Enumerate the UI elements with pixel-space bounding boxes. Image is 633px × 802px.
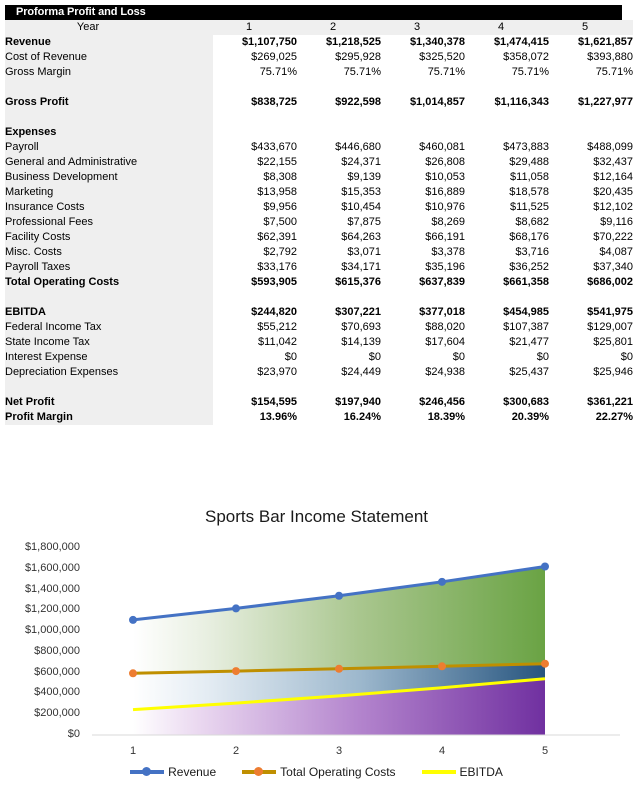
cell-state-income-tax-y2: $14,139	[297, 335, 381, 350]
chart-legend	[0, 765, 633, 779]
cell-state-income-tax-y1: $11,042	[213, 335, 297, 350]
cell-blank-y1	[213, 290, 297, 305]
cell-marketing-y2: $15,353	[297, 185, 381, 200]
cell-payroll-y5: $488,099	[549, 140, 633, 155]
row-label-business-development: Business Development	[5, 170, 213, 185]
marker-total-operating-costs	[335, 665, 343, 673]
cell-interest-expense-y5: $0	[549, 350, 633, 365]
legend-label: Revenue	[168, 765, 217, 779]
cell-federal-income-tax-y1: $55,212	[213, 320, 297, 335]
cell-gross-profit-y2: $922,598	[297, 95, 381, 110]
chart-plot-area	[0, 497, 633, 802]
row-label-marketing: Marketing	[5, 185, 213, 200]
table-header-row	[5, 20, 633, 35]
cell-revenue-y4: $1,474,415	[465, 35, 549, 50]
cell-blank-y1	[213, 110, 297, 125]
column-header-2: 2	[297, 20, 381, 35]
row-label-payroll-taxes: Payroll Taxes	[5, 260, 213, 275]
cell-ebitda-y2: $307,221	[297, 305, 381, 320]
row-label-blank	[5, 290, 213, 305]
legend-item-revenue[interactable]	[130, 765, 216, 779]
x-tick-label: 3	[335, 745, 343, 757]
y-tick-label: $200,000	[34, 707, 80, 720]
cell-professional-fees-y4: $8,682	[465, 215, 549, 230]
cell-profit-margin-y2: 16.24%	[297, 410, 381, 425]
row-label-payroll: Payroll	[5, 140, 213, 155]
marker-total-operating-costs	[541, 660, 549, 668]
cell-blank-y1	[213, 80, 297, 95]
marker-total-operating-costs	[232, 667, 240, 675]
cell-depreciation-expenses-y1: $23,970	[213, 365, 297, 380]
cell-blank-y2	[297, 110, 381, 125]
table-row	[5, 170, 633, 185]
sheet-title: Proforma Profit and Loss	[5, 5, 622, 20]
y-tick-label: $1,600,000	[24, 561, 80, 574]
cell-business-development-y3: $10,053	[381, 170, 465, 185]
y-tick-label: $0	[67, 728, 80, 740]
cell-total-operating-costs-y4: $661,358	[465, 275, 549, 290]
cell-business-development-y1: $8,308	[213, 170, 297, 185]
cell-net-profit-y3: $246,456	[381, 395, 465, 410]
cell-blank-y2	[297, 380, 381, 395]
cell-blank-y2	[297, 80, 381, 95]
row-label-interest-expense: Interest Expense	[5, 350, 213, 365]
cell-blank-y3	[381, 110, 465, 125]
cell-total-operating-costs-y1: $593,905	[213, 275, 297, 290]
cell-depreciation-expenses-y4: $25,437	[465, 365, 549, 380]
cell-marketing-y5: $20,435	[549, 185, 633, 200]
cell-gross-margin-y5: 75.71%	[549, 65, 633, 80]
cell-marketing-y4: $18,578	[465, 185, 549, 200]
cell-general-and-administrative-y2: $24,371	[297, 155, 381, 170]
cell-net-profit-y2: $197,940	[297, 395, 381, 410]
y-tick-label: $600,000	[34, 665, 80, 678]
table-row	[5, 395, 633, 410]
row-label-gross-margin: Gross Margin	[5, 65, 213, 80]
table-row	[5, 125, 633, 140]
table-row	[5, 65, 633, 80]
legend-label: EBITDA	[459, 765, 503, 779]
cell-facility-costs-y2: $64,263	[297, 230, 381, 245]
cell-insurance-costs-y4: $11,525	[465, 200, 549, 215]
cell-gross-margin-y4: 75.71%	[465, 65, 549, 80]
cell-marketing-y1: $13,958	[213, 185, 297, 200]
cell-federal-income-tax-y4: $107,387	[465, 320, 549, 335]
y-tick-label: $1,000,000	[24, 624, 80, 637]
cell-ebitda-y4: $454,985	[465, 305, 549, 320]
table-row	[5, 290, 633, 305]
chart-title: Sports Bar Income Statement	[205, 507, 428, 526]
cell-expenses-y3	[381, 125, 465, 140]
cell-cost-of-revenue-y3: $325,520	[381, 50, 465, 65]
cell-depreciation-expenses-y3: $24,938	[381, 365, 465, 380]
cell-payroll-taxes-y4: $36,252	[465, 260, 549, 275]
x-tick-label: 2	[232, 745, 240, 757]
cell-revenue-y3: $1,340,378	[381, 35, 465, 50]
marker-total-operating-costs	[129, 669, 137, 677]
table-row	[5, 275, 633, 290]
legend-item-ebitda[interactable]	[422, 765, 503, 779]
cell-misc-costs-y4: $3,716	[465, 245, 549, 260]
table-row	[5, 140, 633, 155]
row-label-depreciation-expenses: Depreciation Expenses	[5, 365, 213, 380]
table-row	[5, 50, 633, 65]
row-label-ebitda: EBITDA	[5, 305, 213, 320]
cell-ebitda-y5: $541,975	[549, 305, 633, 320]
cell-insurance-costs-y5: $12,102	[549, 200, 633, 215]
row-label-facility-costs: Facility Costs	[5, 230, 213, 245]
row-label-blank	[5, 380, 213, 395]
table-row	[5, 365, 633, 380]
cell-misc-costs-y5: $4,087	[549, 245, 633, 260]
table-row	[5, 110, 633, 125]
cell-blank-y5	[549, 290, 633, 305]
cell-expenses-y5	[549, 125, 633, 140]
cell-payroll-taxes-y2: $34,171	[297, 260, 381, 275]
cell-insurance-costs-y3: $10,976	[381, 200, 465, 215]
cell-ebitda-y3: $377,018	[381, 305, 465, 320]
column-header-4: 4	[465, 20, 549, 35]
cell-expenses-y1	[213, 125, 297, 140]
table-row	[5, 155, 633, 170]
table-row	[5, 215, 633, 230]
cell-facility-costs-y5: $70,222	[549, 230, 633, 245]
row-label-professional-fees: Professional Fees	[5, 215, 213, 230]
cell-revenue-y2: $1,218,525	[297, 35, 381, 50]
marker-revenue	[232, 604, 240, 612]
cell-gross-profit-y5: $1,227,977	[549, 95, 633, 110]
cell-revenue-y1: $1,107,750	[213, 35, 297, 50]
cell-blank-y4	[465, 80, 549, 95]
row-label-gross-profit: Gross Profit	[5, 95, 213, 110]
legend-label: Total Operating Costs	[280, 765, 396, 779]
table-row	[5, 305, 633, 320]
area-revenue-band	[133, 567, 545, 674]
cell-facility-costs-y1: $62,391	[213, 230, 297, 245]
cell-cost-of-revenue-y2: $295,928	[297, 50, 381, 65]
cell-state-income-tax-y3: $17,604	[381, 335, 465, 350]
row-label-blank	[5, 110, 213, 125]
cell-professional-fees-y1: $7,500	[213, 215, 297, 230]
cell-state-income-tax-y4: $21,477	[465, 335, 549, 350]
cell-business-development-y2: $9,139	[297, 170, 381, 185]
marker-revenue	[541, 563, 549, 571]
cell-professional-fees-y3: $8,269	[381, 215, 465, 230]
cell-misc-costs-y2: $3,071	[297, 245, 381, 260]
cell-gross-profit-y4: $1,116,343	[465, 95, 549, 110]
cell-profit-margin-y1: 13.96%	[213, 410, 297, 425]
cell-professional-fees-y2: $7,875	[297, 215, 381, 230]
cell-payroll-taxes-y1: $33,176	[213, 260, 297, 275]
cell-blank-y5	[549, 380, 633, 395]
cell-blank-y3	[381, 290, 465, 305]
column-header-3: 3	[381, 20, 465, 35]
cell-insurance-costs-y2: $10,454	[297, 200, 381, 215]
cell-blank-y3	[381, 380, 465, 395]
marker-revenue	[438, 578, 446, 586]
cell-gross-profit-y1: $838,725	[213, 95, 297, 110]
legend-swatch-icon	[422, 765, 456, 779]
row-label-blank	[5, 80, 213, 95]
row-label-misc-costs: Misc. Costs	[5, 245, 213, 260]
cell-general-and-administrative-y3: $26,808	[381, 155, 465, 170]
legend-swatch-icon	[130, 765, 164, 779]
year-header: Year	[5, 20, 213, 35]
x-tick-label: 5	[541, 745, 549, 757]
cell-gross-margin-y1: 75.71%	[213, 65, 297, 80]
cell-expenses-y4	[465, 125, 549, 140]
cell-blank-y4	[465, 290, 549, 305]
cell-blank-y1	[213, 380, 297, 395]
y-tick-label: $800,000	[34, 644, 80, 657]
cell-marketing-y3: $16,889	[381, 185, 465, 200]
cell-revenue-y5: $1,621,857	[549, 35, 633, 50]
cell-professional-fees-y5: $9,116	[549, 215, 633, 230]
cell-ebitda-y1: $244,820	[213, 305, 297, 320]
cell-blank-y5	[549, 110, 633, 125]
row-label-total-operating-costs: Total Operating Costs	[5, 275, 213, 290]
cell-misc-costs-y3: $3,378	[381, 245, 465, 260]
row-label-insurance-costs: Insurance Costs	[5, 200, 213, 215]
cell-cost-of-revenue-y1: $269,025	[213, 50, 297, 65]
cell-misc-costs-y1: $2,792	[213, 245, 297, 260]
cell-payroll-y2: $446,680	[297, 140, 381, 155]
row-label-profit-margin: Profit Margin	[5, 410, 213, 425]
legend-item-total-operating-costs[interactable]	[242, 765, 395, 779]
cell-gross-profit-y3: $1,014,857	[381, 95, 465, 110]
legend-marker	[142, 767, 151, 776]
profit-and-loss-table	[5, 20, 633, 425]
cell-interest-expense-y3: $0	[381, 350, 465, 365]
table-body	[5, 20, 633, 425]
x-tick-label: 4	[438, 745, 446, 757]
legend-swatch-icon	[242, 765, 276, 779]
cell-blank-y3	[381, 80, 465, 95]
y-tick-label: $400,000	[34, 686, 80, 699]
cell-blank-y4	[465, 380, 549, 395]
cell-expenses-y2	[297, 125, 381, 140]
cell-gross-margin-y2: 75.71%	[297, 65, 381, 80]
table-row	[5, 95, 633, 110]
income-statement-chart	[0, 497, 633, 802]
row-label-federal-income-tax: Federal Income Tax	[5, 320, 213, 335]
cell-cost-of-revenue-y5: $393,880	[549, 50, 633, 65]
cell-payroll-y4: $473,883	[465, 140, 549, 155]
cell-general-and-administrative-y5: $32,437	[549, 155, 633, 170]
cell-cost-of-revenue-y4: $358,072	[465, 50, 549, 65]
table-row	[5, 350, 633, 365]
cell-blank-y4	[465, 110, 549, 125]
table-row	[5, 200, 633, 215]
cell-total-operating-costs-y3: $637,839	[381, 275, 465, 290]
cell-general-and-administrative-y1: $22,155	[213, 155, 297, 170]
cell-gross-margin-y3: 75.71%	[381, 65, 465, 80]
cell-interest-expense-y4: $0	[465, 350, 549, 365]
cell-blank-y5	[549, 80, 633, 95]
cell-net-profit-y4: $300,683	[465, 395, 549, 410]
y-tick-label: $1,400,000	[24, 582, 80, 595]
cell-total-operating-costs-y5: $686,002	[549, 275, 633, 290]
cell-federal-income-tax-y5: $129,007	[549, 320, 633, 335]
cell-net-profit-y1: $154,595	[213, 395, 297, 410]
table-row	[5, 380, 633, 395]
table-row	[5, 410, 633, 425]
table-row	[5, 335, 633, 350]
cell-blank-y2	[297, 290, 381, 305]
y-tick-label: $1,800,000	[24, 541, 80, 553]
cell-payroll-y1: $433,670	[213, 140, 297, 155]
cell-payroll-taxes-y5: $37,340	[549, 260, 633, 275]
y-tick-label: $1,200,000	[24, 603, 80, 616]
cell-payroll-taxes-y3: $35,196	[381, 260, 465, 275]
cell-state-income-tax-y5: $25,801	[549, 335, 633, 350]
cell-depreciation-expenses-y5: $25,946	[549, 365, 633, 380]
table-row	[5, 80, 633, 95]
row-label-net-profit: Net Profit	[5, 395, 213, 410]
marker-revenue	[335, 592, 343, 600]
column-header-1: 1	[213, 20, 297, 35]
column-header-5: 5	[549, 20, 633, 35]
cell-payroll-y3: $460,081	[381, 140, 465, 155]
marker-revenue	[129, 616, 137, 624]
table-row	[5, 260, 633, 275]
cell-facility-costs-y3: $66,191	[381, 230, 465, 245]
x-tick-label: 1	[129, 745, 137, 757]
cell-federal-income-tax-y2: $70,693	[297, 320, 381, 335]
row-label-state-income-tax: State Income Tax	[5, 335, 213, 350]
cell-facility-costs-y4: $68,176	[465, 230, 549, 245]
cell-profit-margin-y3: 18.39%	[381, 410, 465, 425]
marker-total-operating-costs	[438, 662, 446, 670]
table-row	[5, 245, 633, 260]
cell-depreciation-expenses-y2: $24,449	[297, 365, 381, 380]
cell-profit-margin-y4: 20.39%	[465, 410, 549, 425]
cell-net-profit-y5: $361,221	[549, 395, 633, 410]
cell-general-and-administrative-y4: $29,488	[465, 155, 549, 170]
cell-interest-expense-y1: $0	[213, 350, 297, 365]
row-label-general-and-administrative: General and Administrative	[5, 155, 213, 170]
cell-insurance-costs-y1: $9,956	[213, 200, 297, 215]
cell-federal-income-tax-y3: $88,020	[381, 320, 465, 335]
row-label-expenses: Expenses	[5, 125, 213, 140]
table-row	[5, 230, 633, 245]
table-row	[5, 320, 633, 335]
legend-marker	[254, 767, 263, 776]
cell-total-operating-costs-y2: $615,376	[297, 275, 381, 290]
table-row	[5, 35, 633, 50]
cell-interest-expense-y2: $0	[297, 350, 381, 365]
cell-business-development-y4: $11,058	[465, 170, 549, 185]
cell-profit-margin-y5: 22.27%	[549, 410, 633, 425]
row-label-revenue: Revenue	[5, 35, 213, 50]
row-label-cost-of-revenue: Cost of Revenue	[5, 50, 213, 65]
cell-business-development-y5: $12,164	[549, 170, 633, 185]
table-row	[5, 185, 633, 200]
